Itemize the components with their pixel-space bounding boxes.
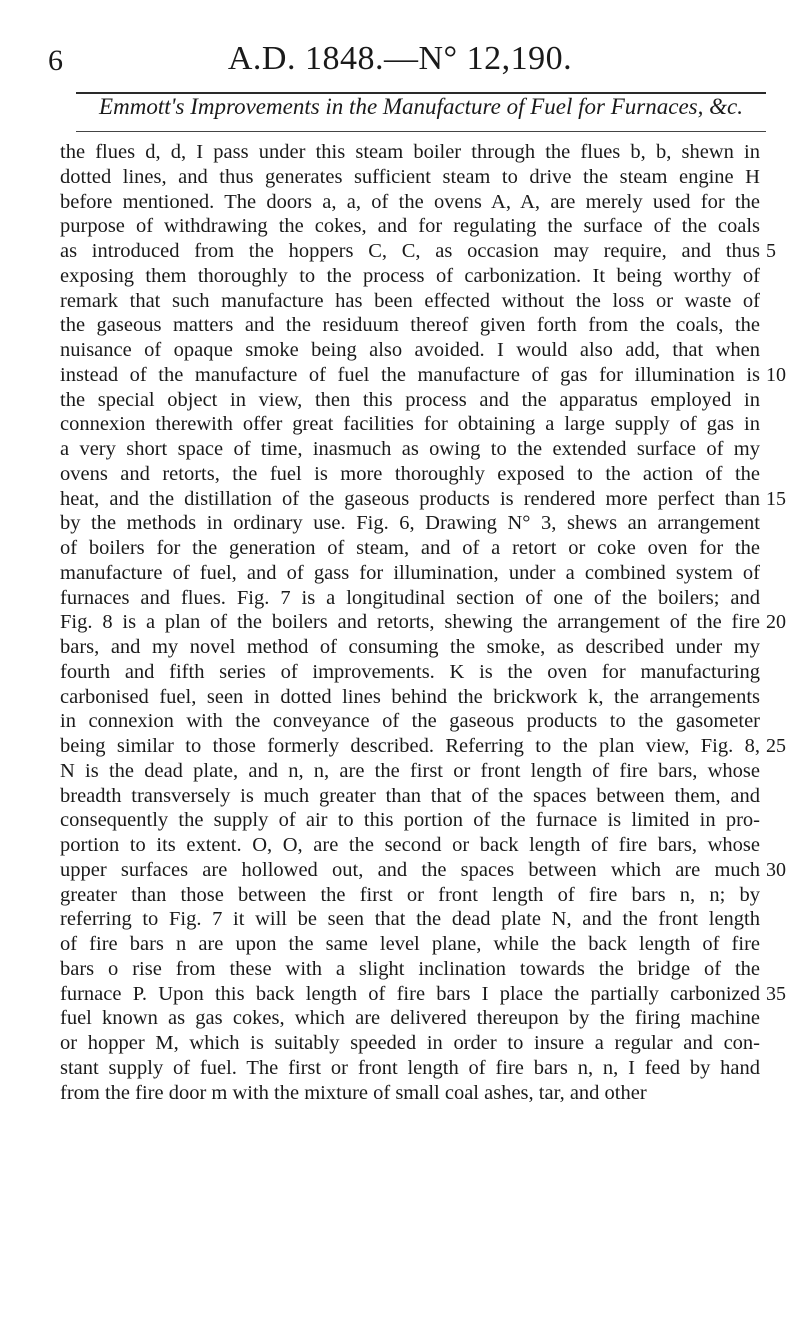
line-number: 20 <box>766 611 786 634</box>
text-line: bars, and my novel method of consuming the smoke, as described under my <box>60 636 760 658</box>
patent-subtitle: Emmott's Improvements in the Manufacture of Fuel for Furnaces, &c. <box>99 94 743 119</box>
header-rule-bottom <box>76 131 766 132</box>
text-line: connexion therewith offer great facilities for obtaining a large supply of gas in <box>60 413 760 436</box>
running-title: A.D. 1848.—N° 12,190. <box>227 40 573 77</box>
text-line: furnaces and flues. Fig. 7 is a longitudinal section of one of the boilers; and <box>60 586 760 609</box>
text-line: before mentioned. The doors a, a, of the ovens A, A, are merely used for the <box>60 190 760 213</box>
text-line: stant supply of fuel. The first or front length of fire bars n, n, I feed by hand <box>60 1056 760 1079</box>
text-line: from the fire door m with the mixture of small coal ashes, tar, and other <box>60 1081 647 1104</box>
text-line: N is the dead plate, and n, n, are the first or front length of fire bars, whose <box>60 759 760 782</box>
text-line: fuel known as gas cokes, which are delivered thereupon by the firing machine <box>60 1007 760 1030</box>
text-line: by the methods in ordinary use. Fig. 6, Drawing N° 3, shews an arrangement <box>60 512 760 535</box>
line-number: 10 <box>766 363 786 386</box>
text-line: referring to Fig. 7 it will be seen that the dead plate N, and the front length <box>60 908 760 931</box>
text-line: the gaseous matters and the residuum thereof given forth from the coals, the <box>60 314 760 337</box>
text-line: of fire bars n are upon the same level plane, while the back length of fire <box>60 933 760 955</box>
text-line: Fig. 8 is a plan of the boilers and retorts, shewing the arrangement of the fire <box>60 611 760 634</box>
text-line: instead of the manufacture of fuel the manufacture of gas for illumination is <box>60 363 760 386</box>
text-line: as introduced from the hoppers C, C, as occasion may require, and thus <box>60 240 760 262</box>
text-line: manufacture of fuel, and of gass for illumination, under a combined system of <box>60 561 760 584</box>
text-line: ovens and retorts, the fuel is more thoroughly exposed to the action of the <box>60 462 760 485</box>
text-line: being similar to those formerly described. Referring to the plan view, Fig. 8, <box>60 735 760 757</box>
text-line: greater than those between the first or front length of fire bars n, n; by <box>60 883 760 906</box>
text-line: of boilers for the generation of steam, and of a retort or coke oven for the <box>60 537 760 559</box>
text-line: nuisance of opaque smoke being also avoided. I would also add, that when <box>60 339 760 361</box>
text-line: consequently the supply of air to this portion of the furnace is limited in pro- <box>60 809 760 832</box>
text-line: exposing them thoroughly to the process of carbonization. It being worthy of <box>60 264 760 287</box>
text-line: the flues d, d, I pass under this steam boiler through the flues b, b, shewn in <box>60 141 760 163</box>
line-number: 25 <box>766 735 786 757</box>
text-line: heat, and the distillation of the gaseous products is rendered more perfect than <box>60 487 760 510</box>
text-line: carbonised fuel, seen in dotted lines behind the brickwork k, the arrangements <box>60 685 760 708</box>
text-line: purpose of withdrawing the cokes, and for regulating the surface of the coals <box>60 215 760 238</box>
text-line: remark that such manufacture has been effected without the loss or waste of <box>60 289 760 312</box>
text-line: breadth transversely is much greater than that of the spaces between them, and <box>60 784 760 807</box>
text-line: dotted lines, and thus generates sufficient steam to drive the steam engine H <box>60 165 760 188</box>
page-header <box>0 40 800 90</box>
body-text <box>60 140 786 1105</box>
text-line: upper surfaces are hollowed out, and the spaces between which are much <box>60 858 760 881</box>
line-number: 15 <box>766 487 786 510</box>
text-line: or hopper M, which is suitably speeded in order to insure a regular and con- <box>60 1032 760 1054</box>
text-line: fourth and fifth series of improvements. K is the oven for manufacturing <box>60 660 760 683</box>
text-line: the special object in view, then this process and the apparatus employed in <box>60 388 760 411</box>
text-line: a very short space of time, inasmuch as owing to the extended surface of my <box>60 438 760 460</box>
text-line: portion to its extent. O, O, are the second or back length of fire bars, whose <box>60 834 760 856</box>
text-line: bars o rise from these with a slight inclination towards the bridge of the <box>60 957 760 980</box>
text-line: in connexion with the conveyance of the gaseous products to the gasometer <box>60 710 760 733</box>
line-number: 35 <box>766 982 786 1005</box>
text-line: furnace P. Upon this back length of fire bars I place the partially carbonized <box>60 982 760 1005</box>
line-number: 30 <box>766 858 786 881</box>
line-number: 5 <box>766 240 776 262</box>
page-number: 6 <box>48 44 63 77</box>
